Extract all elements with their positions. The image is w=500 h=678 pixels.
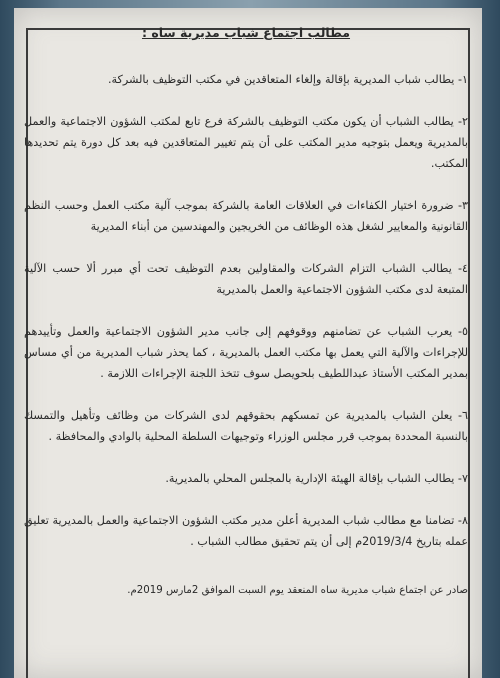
demand-item-2: ٢- يطالب الشباب أن يكون مكتب التوظيف بالشركة فرع تابع لمكتب الشؤون الاجتماعية والعمل بالمديرية ويعمل بتوجيه مدير المكتب على أن يتم تغيير المتعاقدين فيه بعد كل دورة يتم تحديدها المكتب. xyxy=(24,115,468,170)
demand-item-8: ٨- تضامنا مع مطالب شباب المديرية أعلن مدير مكتب الشؤون الاجتماعية والعمل بالمديرية تعليق عمله بتاريخ 2019/3/4م إلى أن يتم تحقيق مطالب الشباب . xyxy=(24,514,468,548)
demand-item-6: ٦- يعلن الشباب بالمديرية عن تمسكهم بحقوقهم لدى الشركات من وظائف وتأهيل والتمسك بالنسبة المحددة بموجب قرر مجلس الوزراء وتوجيهات السلطة المحلية بالوادي والمحافظة . xyxy=(24,409,468,443)
paper-sheet xyxy=(14,8,482,678)
issued-by-footer: صادر عن اجتماع شباب مديرية ساه المنعقد يوم السبت الموافق 2مارس 2019م. xyxy=(127,585,468,596)
document-body xyxy=(24,22,468,601)
demand-item-3: ٣- ضرورة اختيار الكفاءات في العلاقات العامة بالشركة بموجب آلية مكتب العمل وحسب النظم القانونية والمعايير لشغل هذه الوظائف من الخريجين والمهندسين من أبناء المديرية xyxy=(24,199,468,233)
demand-item-5: ٥- يعرب الشباب عن تضامنهم ووقوفهم إلى جانب مدير الشؤون الاجتماعية والعمل وتأييدهم للإجراءات والآلية التي يعمل بها مكتب العمل بالمديرية ، كما يحذر شباب المديرية من أي مساس بمدير المكتب الأستاذ عبداللطيف بلحويصل سوف تتخذ اللجنة الإجراءات اللازمة . xyxy=(24,325,468,380)
demand-item-4: ٤- يطالب الشباب التزام الشركات والمقاولين بعدم التوظيف تحت أي مبرر ألا حسب الآلية المتبعة لدى مكتب الشؤون الاجتماعية والعمل بالمديرية xyxy=(24,262,468,296)
document-title: مطالب اجتماع شباب مديرية ساه : xyxy=(141,25,351,40)
demand-item-7: ٧- يطالب الشباب بإقالة الهيئة الإدارية بالمجلس المحلي بالمديرية. xyxy=(165,472,468,485)
demand-item-1: ١- يطالب شباب المديرية بإقالة وإلغاء المتعاقدين في مكتب التوظيف بالشركة. xyxy=(107,73,468,86)
